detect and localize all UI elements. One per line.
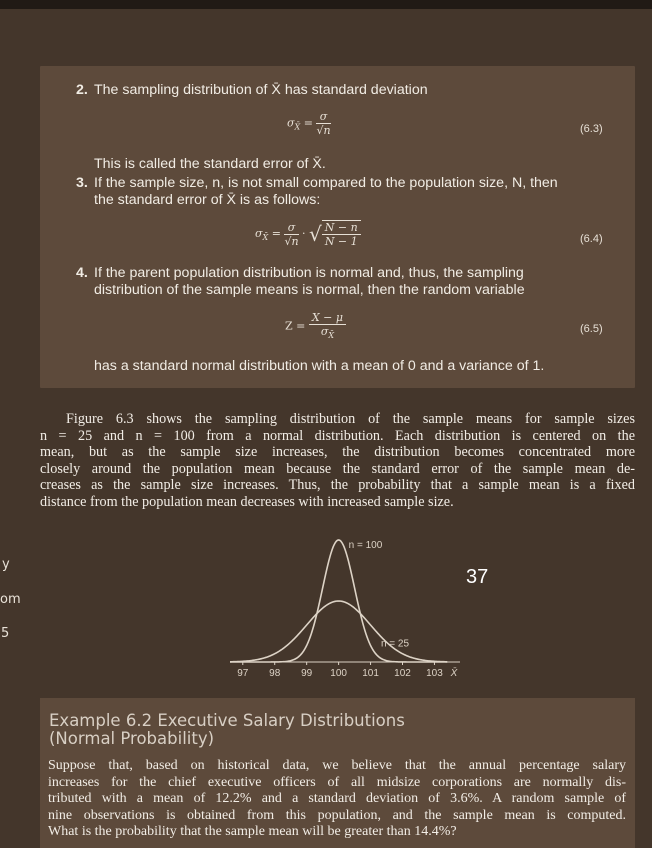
- equation-number: (6.4): [580, 233, 603, 245]
- equation-lhs: σ: [287, 116, 295, 130]
- x-tick-label: 99: [301, 668, 313, 679]
- x-tick-label: 101: [362, 668, 379, 679]
- margin-fragment: om: [0, 592, 21, 607]
- item-3-line2: the standard error of X̄ is as follows:: [94, 192, 321, 208]
- item-number: 2.: [76, 82, 88, 98]
- paragraph-line: creases as the sample size increases. Thus, the probability that a sample mean is a fixed: [40, 477, 635, 494]
- example-line: Suppose that, based on historical data, we believe that the annual percentage salary: [48, 758, 626, 773]
- series-label: n = 100: [348, 540, 383, 551]
- equation-6-4: $\sigma_{X̄}$ = $\frac{\sigma}{√n}$ · √ $\frac{N - n}{N - 1}$: [255, 220, 361, 248]
- item-text: If the parent population distribution is normal and, thus, the sampling: [94, 265, 524, 281]
- example-line: increases for the chief executive officers of all midsize corporations are normally dis-: [48, 774, 626, 790]
- x-tick-label: 103: [426, 668, 443, 679]
- example-title-line2: (Normal Probability): [49, 729, 215, 748]
- top-bar: [0, 0, 652, 9]
- item-4-after: has a standard normal distribution with a mean of 0 and a variance of 1.: [94, 358, 545, 374]
- paragraph-line: Figure 6.3 shows the sampling distribution of the sample means for sample sizes: [66, 411, 635, 427]
- properties-box: [40, 66, 635, 388]
- example-body: [48, 758, 626, 841]
- equation-6-5: Z = $\frac{X - \mu}{\sigma_{X̄}}$: [285, 311, 346, 342]
- item-2: [76, 82, 428, 99]
- item-4-line2: distribution of the sample means is normal, then the random variable: [94, 282, 525, 298]
- equation-number: (6.5): [580, 323, 603, 335]
- example-box: [40, 698, 635, 848]
- curve-n-25: [230, 601, 447, 662]
- item-text: If the sample size, n, is not small compared to the population size, N, then: [94, 175, 558, 191]
- x-tick-label: 102: [394, 668, 411, 679]
- series-label: n = 25: [380, 638, 410, 650]
- item-text: The sampling distribution of X̄ has standard deviation: [94, 82, 428, 98]
- item-3: [76, 175, 558, 192]
- example-line: nine observations is obtained from this population, and the sample mean is computed.: [48, 807, 626, 823]
- equation-6-3: $\sigma_{X̄}$ = $\frac{\sigma}{√n}$: [287, 110, 331, 137]
- x-axis-label: X̄: [450, 668, 458, 679]
- sampling-distribution-chart: [210, 530, 470, 680]
- equation-denominator: √n: [316, 124, 331, 137]
- item-2-after: This is called the standard error of X̄.: [94, 156, 326, 172]
- item-number: 4.: [76, 265, 88, 281]
- example-title-line1: Example 6.2 Executive Salary Distributions: [49, 711, 405, 730]
- example-title: [49, 712, 405, 748]
- item-number: 3.: [76, 175, 88, 191]
- equation-numerator: σ: [316, 110, 330, 124]
- item-4: [76, 265, 524, 282]
- paragraph-line: mean, but as the sample size increases, the distribution becomes concentrated more: [40, 444, 635, 461]
- x-tick-label: 100: [330, 668, 347, 679]
- example-line: tributed with a mean of 12.2% and a standard deviation of 3.6%. A random sample of: [48, 791, 626, 807]
- body-paragraph: [40, 411, 635, 511]
- equation-number: (6.3): [580, 123, 603, 135]
- paragraph-line: n = 25 and n = 100 from a normal distribution. Each distribution is centered on the: [40, 427, 635, 444]
- page-number: 37: [466, 566, 489, 588]
- paragraph-line: closely around the population mean because the standard error of the sample mean de-: [40, 460, 635, 477]
- example-line: What is the probability that the sample mean will be greater than 14.4%?: [48, 824, 457, 840]
- x-tick-label: 97: [237, 668, 249, 679]
- paragraph-line: distance from the population mean decreases with increased sample size.: [40, 493, 454, 510]
- margin-fragment: 5: [1, 626, 10, 641]
- margin-fragment: y: [2, 557, 10, 572]
- x-tick-label: 98: [269, 668, 281, 679]
